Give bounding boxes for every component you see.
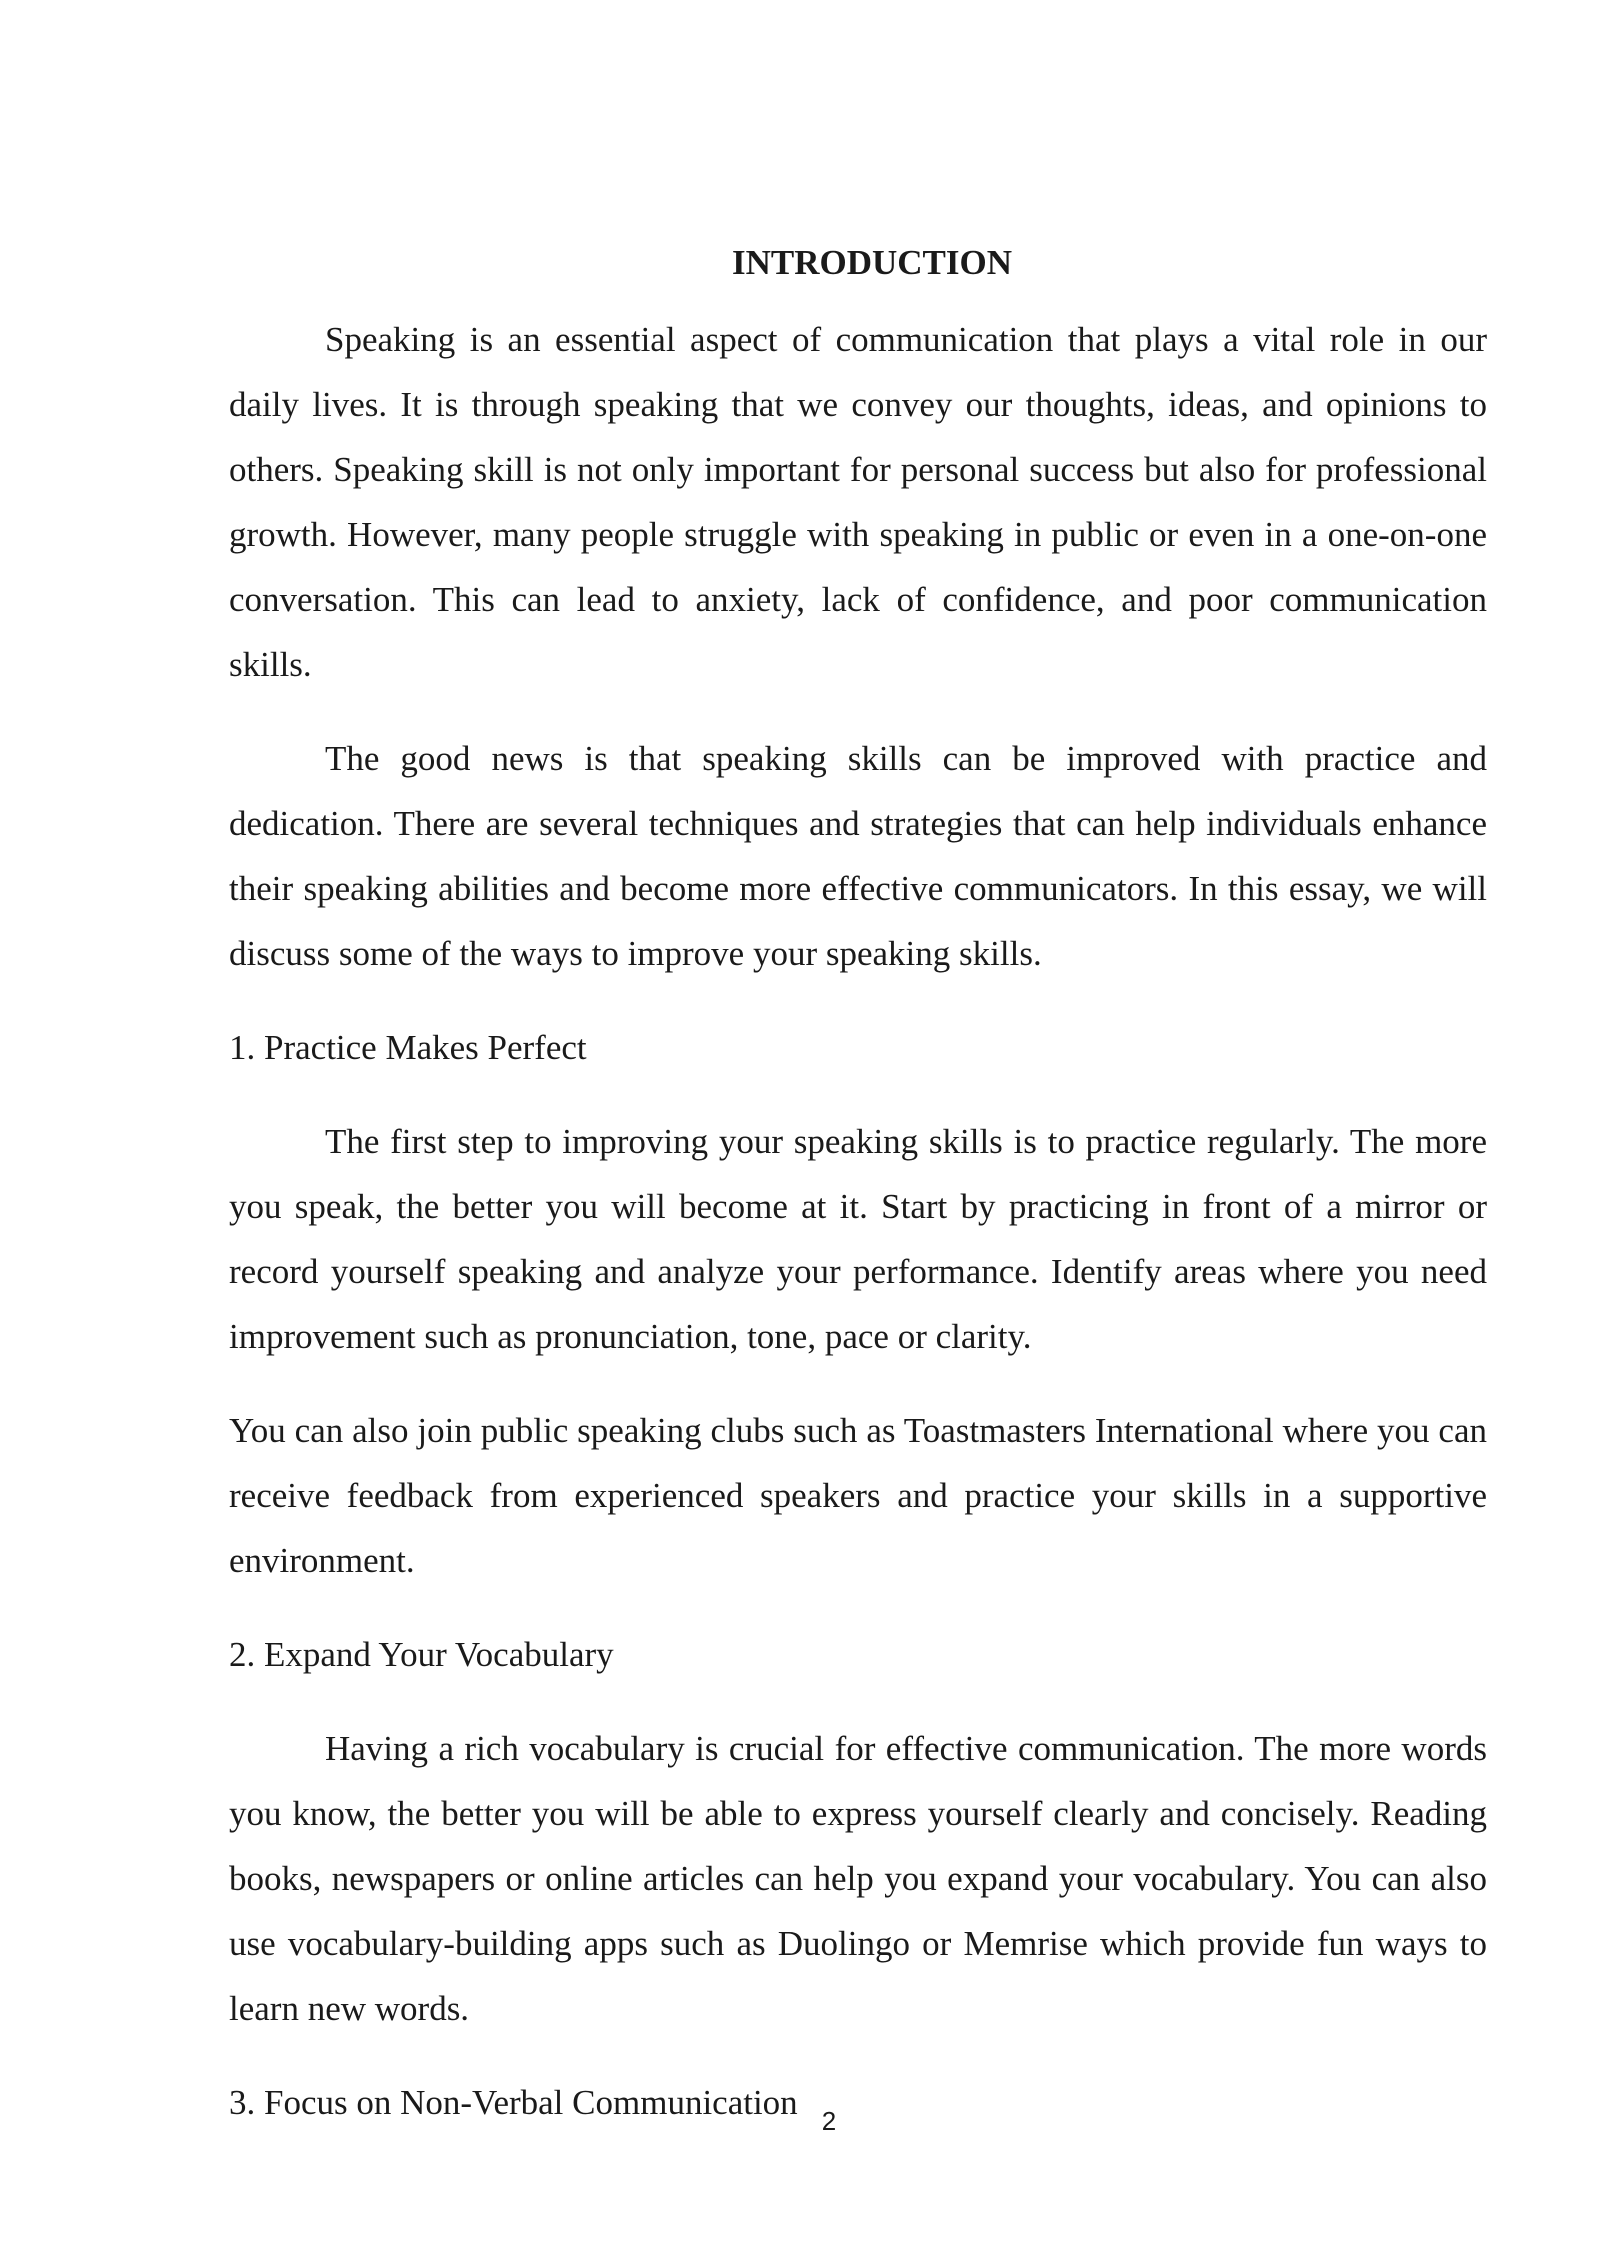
page-number: 2 [821, 2106, 837, 2136]
section-heading-nonverbal: 3. Focus on Non-Verbal Communication [229, 2083, 798, 2122]
intro-paragraph-1: Speaking is an essential aspect of communication that plays a vital role in our daily lives. It is through speaking that we convey our thoughts, ideas, and opinions to others. Speaking skill is not only important for personal success but also for professional growth. However, many people struggle with speaking in public or even in a one-on-one conversation. This can lead to anxiety, lack of confidence, and poor communication skills. [229, 320, 1487, 684]
practice-paragraph-2: You can also join public speaking clubs such as Toastmasters International where you can receive feedback from experienced speakers and practice your skills in a supportive environment. [229, 1411, 1487, 1580]
page-content [229, 236, 1487, 2135]
vocabulary-paragraph: Having a rich vocabulary is crucial for effective communication. The more words you know, the better you will be able to express yourself clearly and concisely. Reading books, newspapers or online articles can help you expand your vocabulary. You can also use vocabulary-building apps such as Duolingo or Memrise which provide fun ways to learn new words. [229, 1729, 1487, 2028]
practice-paragraph-1: The first step to improving your speaking skills is to practice regularly. The more you speak, the better you will become at it. Start by practicing in front of a mirror or record yourself speaking and analyze your performance. Identify areas where you need improvement such as pronunciation, tone, pace or clarity. [229, 1122, 1487, 1356]
intro-paragraph-2: The good news is that speaking skills can be improved with practice and dedication. There are several techniques and strategies that can help individuals enhance their speaking abilities and become more effective communicators. In this essay, we will discuss some of the ways to improve your speaking skills. [229, 739, 1487, 973]
section-heading-practice: 1. Practice Makes Perfect [229, 1028, 587, 1067]
document-title: INTRODUCTION [731, 243, 1013, 282]
section-heading-vocabulary: 2. Expand Your Vocabulary [229, 1635, 614, 1674]
